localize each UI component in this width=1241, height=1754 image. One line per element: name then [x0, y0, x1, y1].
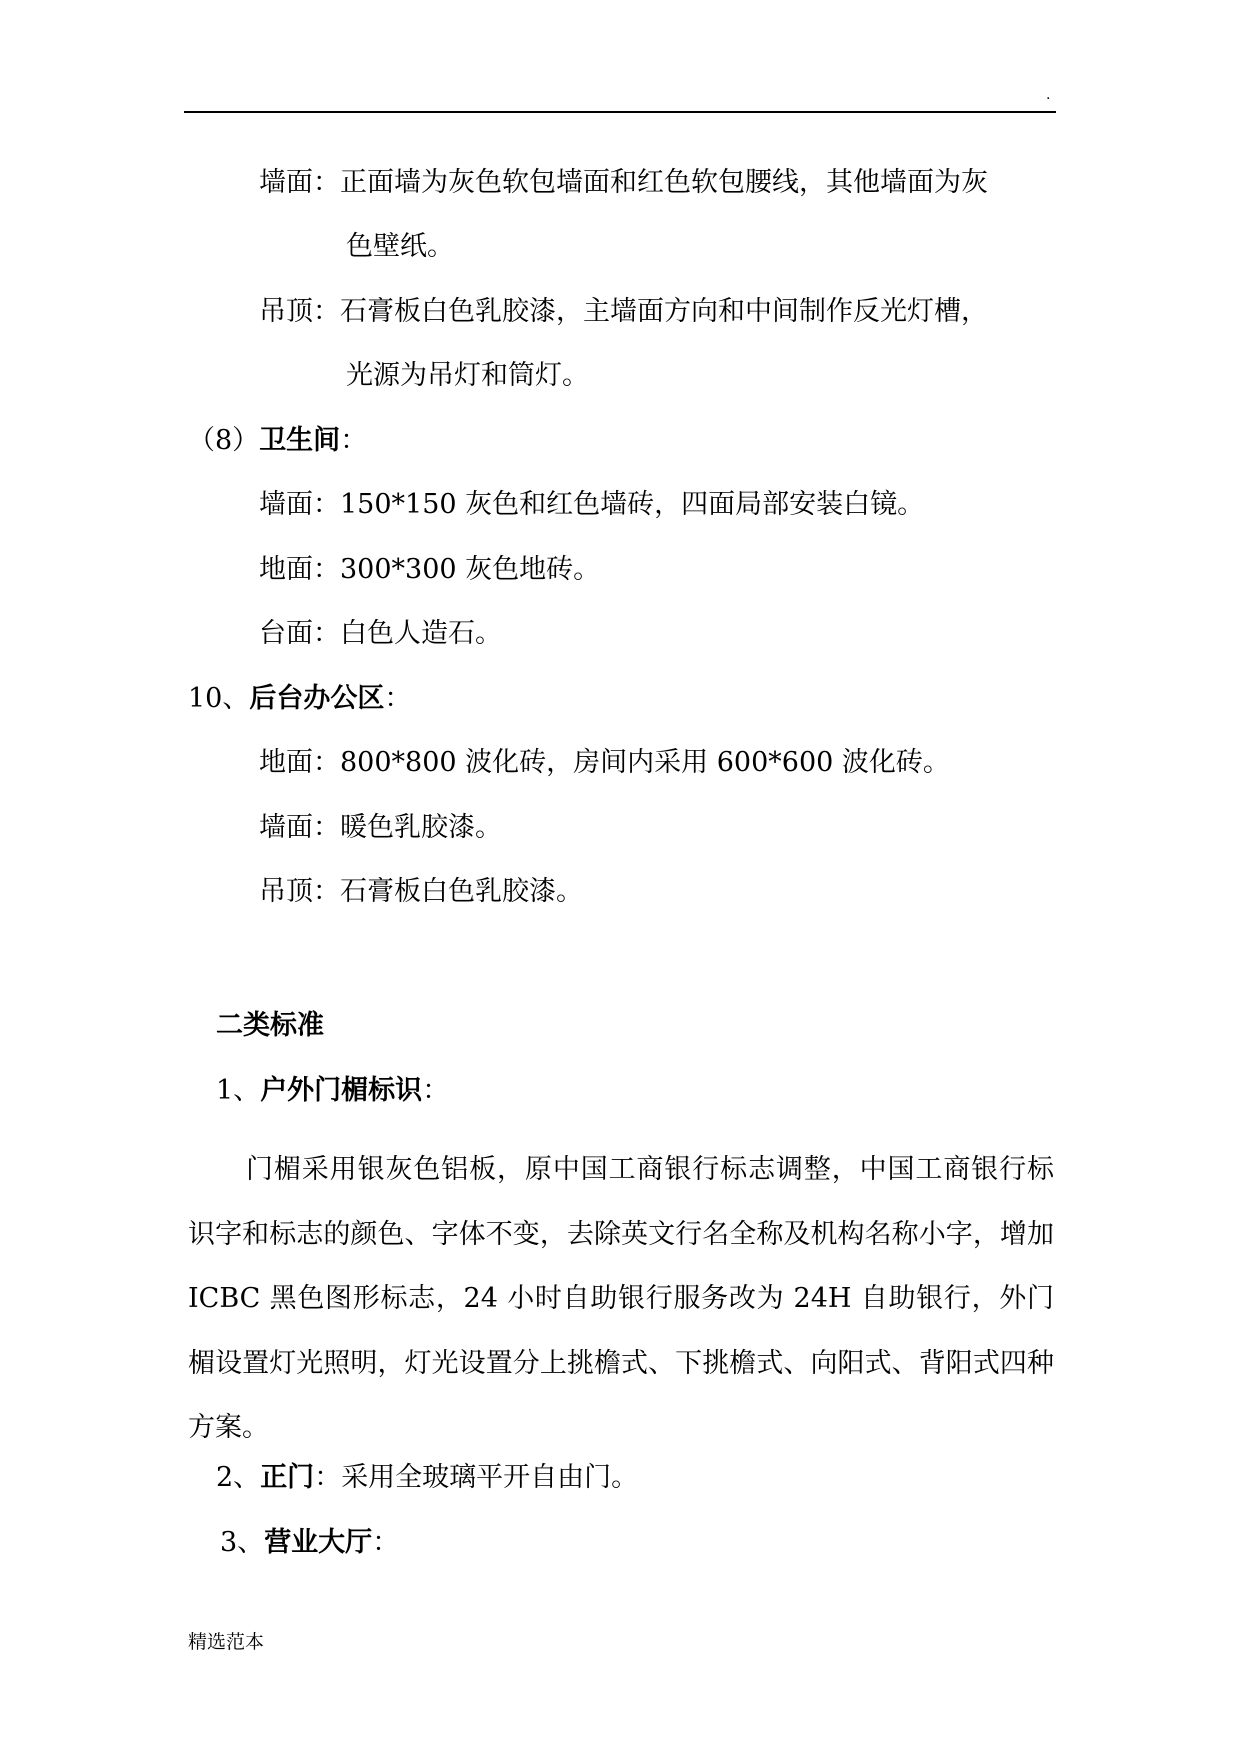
item-text: 暖色乳胶漆。: [340, 812, 502, 843]
list-item: [259, 616, 502, 652]
subsection-colon: ：: [314, 1462, 342, 1493]
item-text: 白色人造石。: [340, 618, 502, 649]
item-label: 墙面：: [259, 167, 340, 198]
header-mark: .: [1046, 87, 1051, 103]
subsection-colon: ：: [422, 1075, 450, 1106]
item-text: 300*300 灰色地砖。: [340, 554, 601, 585]
item-text: 色壁纸。: [346, 231, 454, 262]
subsection-number: 1、: [216, 1075, 261, 1106]
item-label: 墙面：: [259, 812, 340, 843]
list-item: [346, 358, 589, 394]
item-text: 正面墙为灰色软包墙面和红色软包腰线，其他墙面为灰: [340, 167, 988, 198]
section-number: （8）: [188, 425, 260, 456]
subsection-title: 营业大厅: [264, 1527, 373, 1558]
item-text: 800*800 波化砖，房间内采用 600*600 波化砖。: [340, 747, 950, 778]
item-label: 台面：: [259, 618, 340, 649]
subsection-heading: [216, 1460, 638, 1496]
section-colon: ：: [340, 425, 368, 456]
list-item: [259, 552, 600, 588]
item-label: 地面：: [259, 554, 340, 585]
section-heading: [188, 681, 411, 717]
body-paragraph: 门楣采用银灰色铝板，原中国工商银行标志调整，中国工商银行标识字和标志的颜色、字体不变，去除英文行名全称及机构名称小字，增加 ICBC 黑色图形标志，24 小时自助银行服务改为 24H 自助银行，外门楣设置灯光照明，灯光设置分上挑檐式、下挑檐式、向阳式、背阳式四种方案。: [188, 1154, 1054, 1443]
subsection-colon: ：: [372, 1527, 400, 1558]
item-text: 石膏板白色乳胶漆。: [340, 876, 583, 907]
subsection-text: 采用全玻璃平开自由门。: [341, 1462, 639, 1493]
section-number: 10、: [188, 683, 250, 714]
item-label: 吊顶：: [259, 296, 340, 327]
class-heading: 二类标准: [216, 1010, 324, 1041]
item-label: 地面：: [259, 747, 340, 778]
subsection-number: 2、: [216, 1462, 261, 1493]
item-text: 石膏板白色乳胶漆，主墙面方向和中间制作反光灯槽，: [340, 296, 988, 327]
footer-label: 精选范本: [188, 1631, 265, 1653]
list-item: [259, 487, 924, 523]
section-colon: ：: [384, 683, 412, 714]
section-heading: [188, 423, 367, 459]
list-item: [259, 874, 583, 910]
list-item: [259, 165, 988, 201]
item-label: 吊顶：: [259, 876, 340, 907]
section-title: 卫生间: [259, 425, 341, 456]
item-text: 光源为吊灯和筒灯。: [346, 360, 589, 391]
list-item: [259, 294, 988, 330]
list-item: [259, 745, 950, 781]
item-label: 墙面：: [259, 489, 340, 520]
subsection-number: 3、: [220, 1527, 265, 1558]
item-text: 150*150 灰色和红色墙砖，四面局部安装白镜。: [340, 489, 925, 520]
subsection-title: 户外门楣标识: [260, 1075, 423, 1106]
list-item: [346, 229, 454, 265]
header-rule: [184, 111, 1056, 113]
subsection-heading: [216, 1073, 449, 1109]
list-item: [259, 810, 502, 846]
subsection-title: 正门: [260, 1462, 315, 1493]
section-title: 后台办公区: [249, 683, 385, 714]
subsection-heading: [220, 1525, 399, 1561]
